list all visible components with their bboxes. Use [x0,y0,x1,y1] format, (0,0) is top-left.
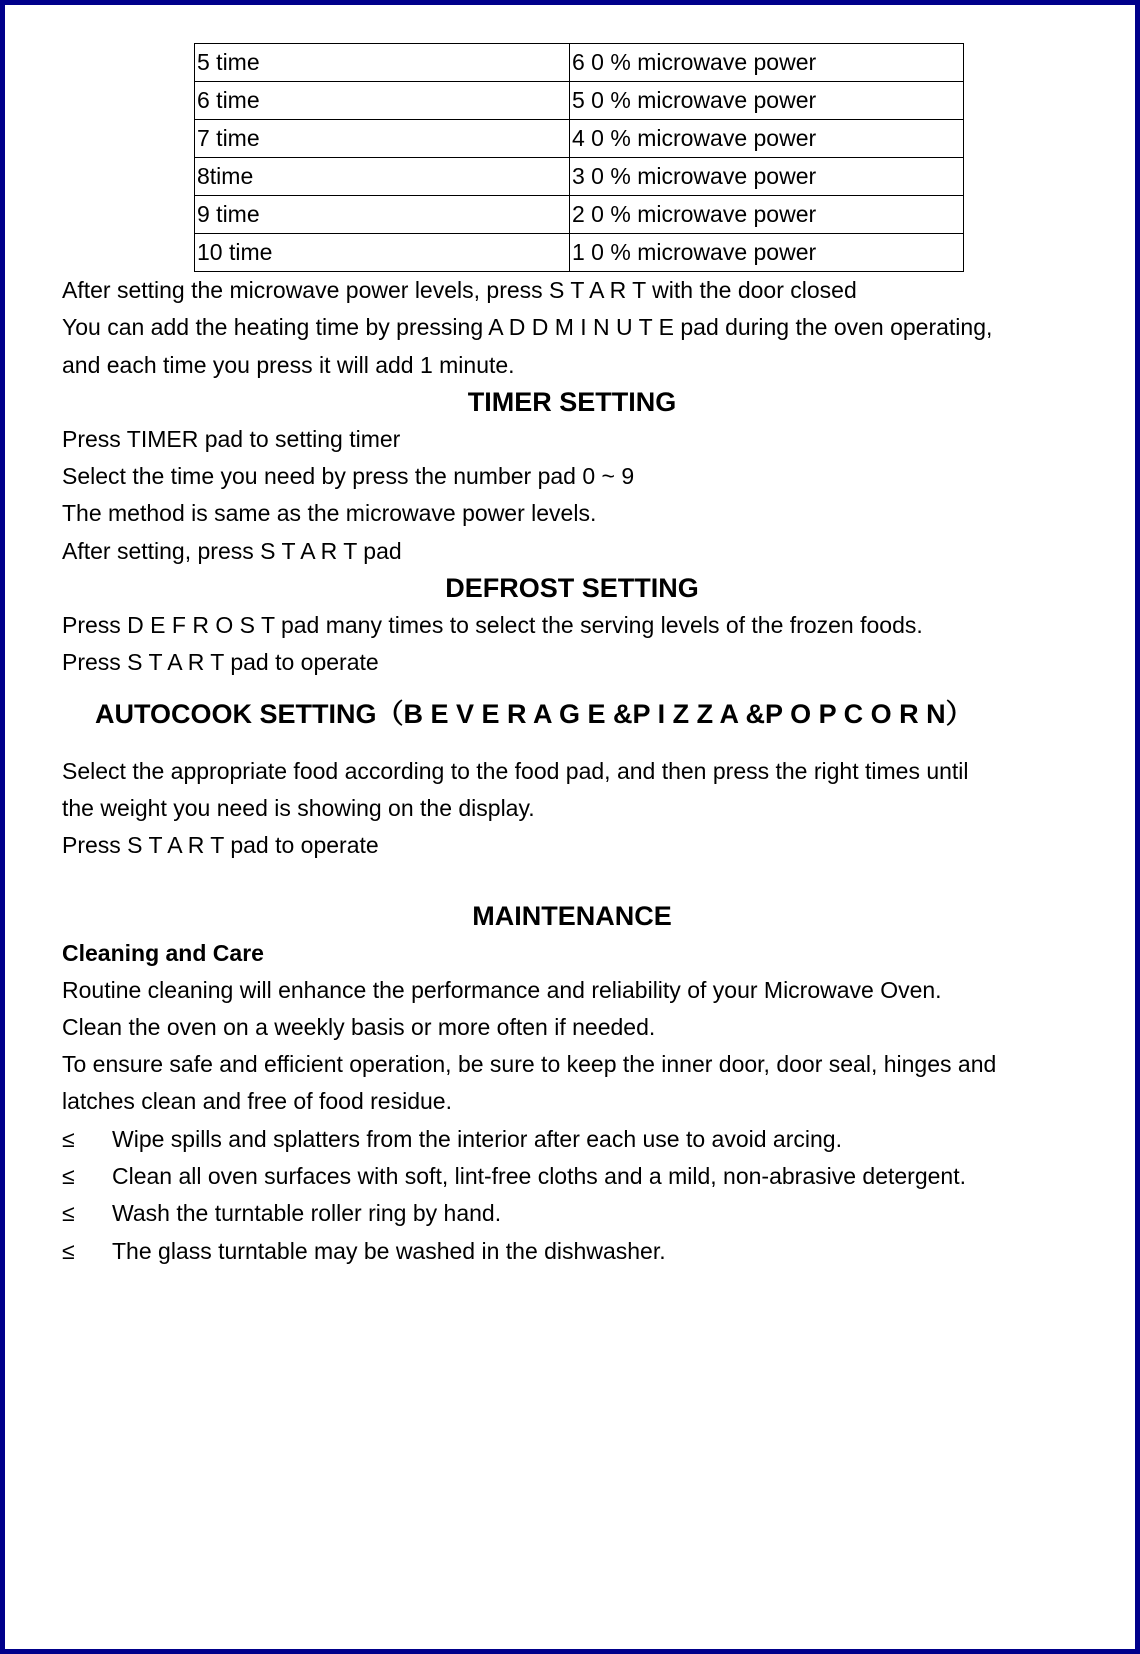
table-row [195,158,964,196]
power-level-cell: 4 0 % microwave power [570,120,964,158]
bullet-text: Wipe spills and splatters from the interior after each use to avoid arcing. [112,1125,842,1152]
table-row [195,82,964,120]
table-row [195,44,964,82]
bullet-text: Wash the turntable roller ring by hand. [112,1200,502,1227]
maintenance-text: To ensure safe and efficient operation, be sure to keep the inner door, door seal, hinges and [62,1051,997,1078]
bullet-mark: ≤ [62,1163,75,1190]
list-item [62,1158,1082,1195]
press-count-cell: 9 time [195,196,570,234]
autocook-heading: AUTOCOOK SETTING（B E V E R A G E &P I Z Z A &P O P C O R N） [95,698,973,729]
power-level-cell: 6 0 % microwave power [570,44,964,82]
timer-heading: TIMER SETTING [467,386,677,417]
press-count-cell: 7 time [195,120,570,158]
autocook-step: Press S T A R T pad to operate [62,832,379,859]
cleaning-subheading: Cleaning and Care [62,939,264,966]
timer-step: Press TIMER pad to setting timer [62,425,401,452]
press-count-cell: 5 time [195,44,570,82]
defrost-heading: DEFROST SETTING [445,573,699,604]
defrost-step: Press D E F R O S T pad many times to select the serving levels of the frozen foods. [62,612,923,639]
defrost-step: Press S T A R T pad to operate [62,649,379,676]
bullet-mark: ≤ [62,1125,75,1152]
power-level-cell: 3 0 % microwave power [570,158,964,196]
power-note-add-minute: You can add the heating time by pressing A D D M I N U T E pad during the oven operating, [62,314,993,341]
maintenance-heading: MAINTENANCE [472,900,672,931]
timer-step: Select the time you need by press the number pad 0 ~ 9 [62,463,635,490]
press-count-cell: 10 time [195,234,570,272]
timer-step: The method is same as the microwave power levels. [62,500,597,527]
list-item [62,1233,1082,1270]
maintenance-text: Routine cleaning will enhance the performance and reliability of your Microwave Oven. [62,976,942,1003]
bullet-text: Clean all oven surfaces with soft, lint-free cloths and a mild, non-abrasive detergent. [112,1163,966,1190]
table-row [195,234,964,272]
power-note-start: After setting the microwave power levels, press S T A R T with the door closed [62,277,857,303]
bullet-mark: ≤ [62,1237,75,1264]
maintenance-text: latches clean and free of food residue. [62,1088,452,1115]
power-level-table [194,43,964,272]
autocook-step: the weight you need is showing on the display. [62,794,535,821]
timer-step: After setting, press S T A R T pad [62,537,402,564]
power-level-cell: 2 0 % microwave power [570,196,964,234]
list-item [62,1121,1082,1158]
press-count-cell: 8time [195,158,570,196]
bullet-text: The glass turntable may be washed in the dishwasher. [112,1237,666,1264]
bullet-mark: ≤ [62,1200,75,1227]
document-body [62,43,1082,1270]
autocook-step: Select the appropriate food according to the food pad, and then press the right times until [62,757,969,784]
table-row [195,120,964,158]
table-row [195,196,964,234]
press-count-cell: 6 time [195,82,570,120]
power-note-add-minute-cont: and each time you press it will add 1 minute. [62,351,515,378]
list-item [62,1195,1082,1232]
power-level-cell: 5 0 % microwave power [570,82,964,120]
maintenance-text: Clean the oven on a weekly basis or more often if needed. [62,1013,656,1040]
power-level-cell: 1 0 % microwave power [570,234,964,272]
